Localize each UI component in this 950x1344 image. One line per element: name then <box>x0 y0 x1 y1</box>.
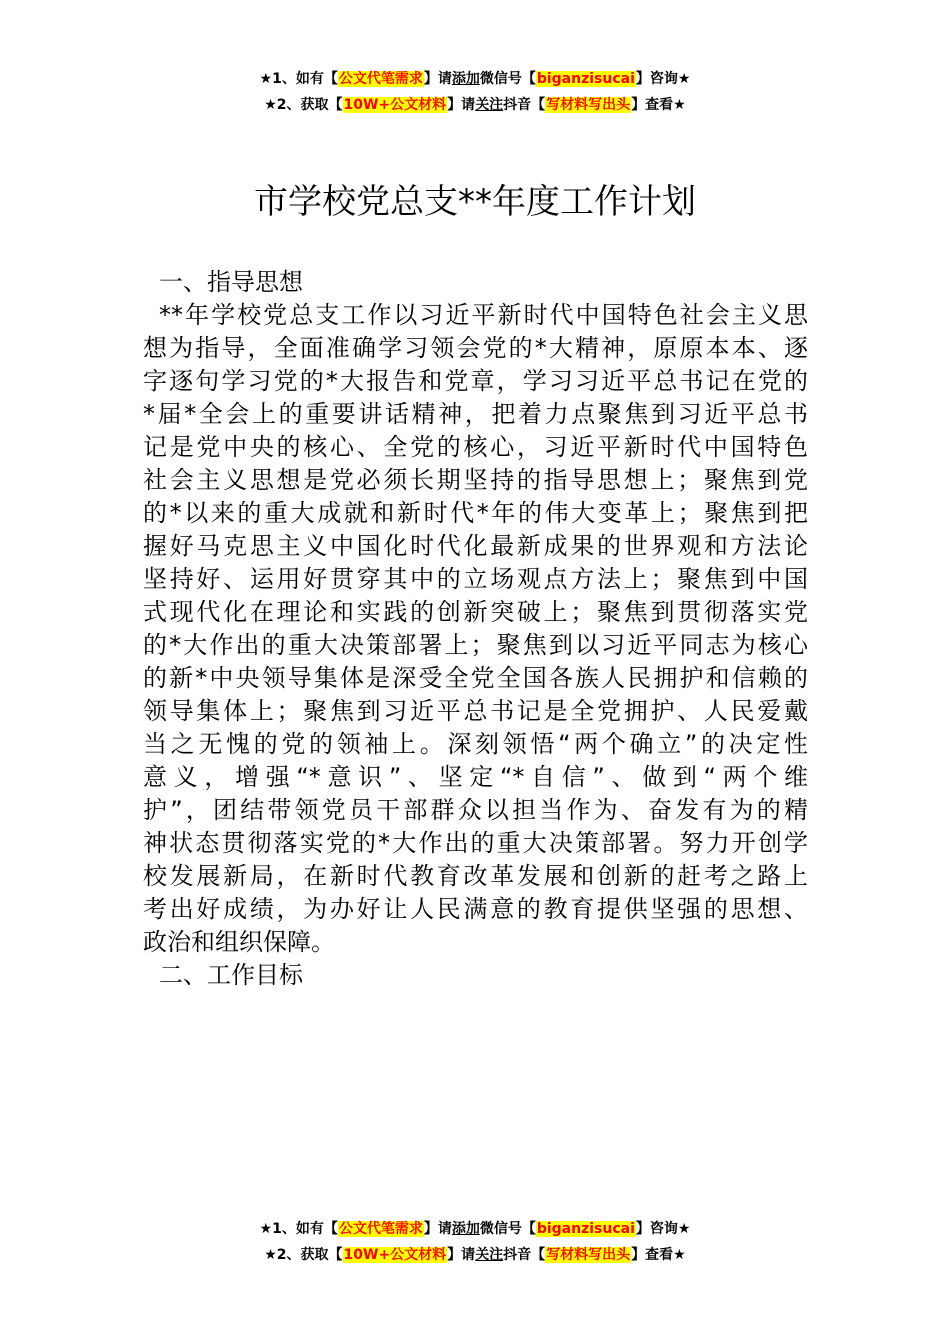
promo-line-wechat <box>0 1216 950 1242</box>
promo-text: 】查看★ <box>631 1247 686 1263</box>
promo-text: 】请 <box>447 97 476 113</box>
promo-text: 微信号【 <box>479 1221 536 1237</box>
promo-text: ★2、获取【 <box>264 97 343 113</box>
paragraph-line: 当之无愧的党的领袖上。深刻领悟“两个确立”的决定性 <box>143 730 808 758</box>
promo-underlined-text: 添加 <box>451 1221 480 1237</box>
paragraph-line: **年学校党总支工作以习近平新时代中国特色社会主义思 <box>159 301 808 329</box>
promo-text: 抖音【 <box>503 1247 546 1263</box>
promo-highlight-wechat-id: biganzisucai <box>536 1221 635 1237</box>
promo-text: ★1、如有【 <box>259 1221 338 1237</box>
paragraph-line: 式现代化在理论和实践的创新突破上；聚焦到贯彻落实党 <box>143 598 808 626</box>
promo-text: 微信号【 <box>479 71 536 87</box>
paragraph-line: 政治和组织保障。 <box>143 928 335 956</box>
promo-underlined-text: 关注 <box>475 97 504 113</box>
paragraph-line: 的新*中央领导集体是深受全党全国各族人民拥护和信赖的 <box>143 664 808 692</box>
paragraph-line: 领导集体上；聚焦到习近平总书记是全党拥护、人民爱戴 <box>143 697 808 725</box>
section-heading-guiding-thought: 一、指导思想 <box>159 268 303 296</box>
paragraph-line: 字逐句学习党的*大报告和党章，学习习近平总书记在党的 <box>143 367 808 395</box>
paragraph-line: *届*全会上的重要讲话精神，把着力点聚焦到习近平总书 <box>143 400 808 428</box>
promo-text: 抖音【 <box>503 97 546 113</box>
paragraph-line: 的*以来的重大成就和新时代*年的伟大变革上；聚焦到把 <box>143 499 808 527</box>
paragraph-line: 的*大作出的重大决策部署上；聚焦到以习近平同志为核心 <box>143 631 808 659</box>
section-heading-work-goals: 二、工作目标 <box>159 961 303 989</box>
promo-text: ★1、如有【 <box>259 71 338 87</box>
promo-text: 】咨询★ <box>635 71 691 87</box>
promo-text: 】查看★ <box>631 97 686 113</box>
paragraph-line: 神状态贯彻落实党的*大作出的重大决策部署。努力开创学 <box>143 829 808 857</box>
promo-highlight-materials: 10W+公文材料 <box>343 97 447 113</box>
promo-underlined-text: 关注 <box>475 1247 504 1263</box>
document-title: 市学校党总支**年度工作计划 <box>254 182 696 222</box>
promo-line-wechat <box>0 66 950 92</box>
promo-footer <box>0 1216 950 1268</box>
paragraph-line: 意义，增强“*意识”、坚定“*自信”、做到“两个维 <box>143 763 808 791</box>
paragraph-line: 想为指导，全面准确学习领会党的*大精神，原原本本、逐 <box>143 334 808 362</box>
promo-highlight-materials: 10W+公文材料 <box>343 1247 447 1263</box>
paragraph-line: 社会主义思想是党必须长期坚持的指导思想上；聚焦到党 <box>143 466 808 494</box>
promo-highlight-service: 公文代笔需求 <box>338 71 423 87</box>
promo-text: 】咨询★ <box>635 1221 691 1237</box>
paragraph-line: 考出好成绩，为办好让人民满意的教育提供坚强的思想、 <box>143 895 808 923</box>
promo-text: ★2、获取【 <box>264 1247 343 1263</box>
promo-text: 】请 <box>423 1221 452 1237</box>
promo-header <box>0 66 950 118</box>
promo-text: 】请 <box>423 71 452 87</box>
paragraph-line: 护”，团结带领党员干部群众以担当作为、奋发有为的精 <box>143 796 808 824</box>
promo-underlined-text: 添加 <box>451 71 480 87</box>
promo-highlight-douyin-account: 写材料写出头 <box>546 1247 631 1263</box>
document-body <box>143 266 808 992</box>
promo-line-douyin <box>0 1242 950 1268</box>
promo-highlight-douyin-account: 写材料写出头 <box>546 97 631 113</box>
paragraph-guiding-thought <box>143 299 808 959</box>
promo-line-douyin <box>0 92 950 118</box>
promo-highlight-wechat-id: biganzisucai <box>536 71 635 87</box>
paragraph-line: 记是党中央的核心、全党的核心，习近平新时代中国特色 <box>143 433 808 461</box>
paragraph-line: 坚持好、运用好贯穿其中的立场观点方法上；聚焦到中国 <box>143 565 808 593</box>
paragraph-line: 握好马克思主义中国化时代化最新成果的世界观和方法论 <box>143 532 808 560</box>
promo-text: 】请 <box>447 1247 476 1263</box>
paragraph-line: 校发展新局，在新时代教育改革发展和创新的赶考之路上 <box>143 862 808 890</box>
promo-highlight-service: 公文代笔需求 <box>338 1221 423 1237</box>
